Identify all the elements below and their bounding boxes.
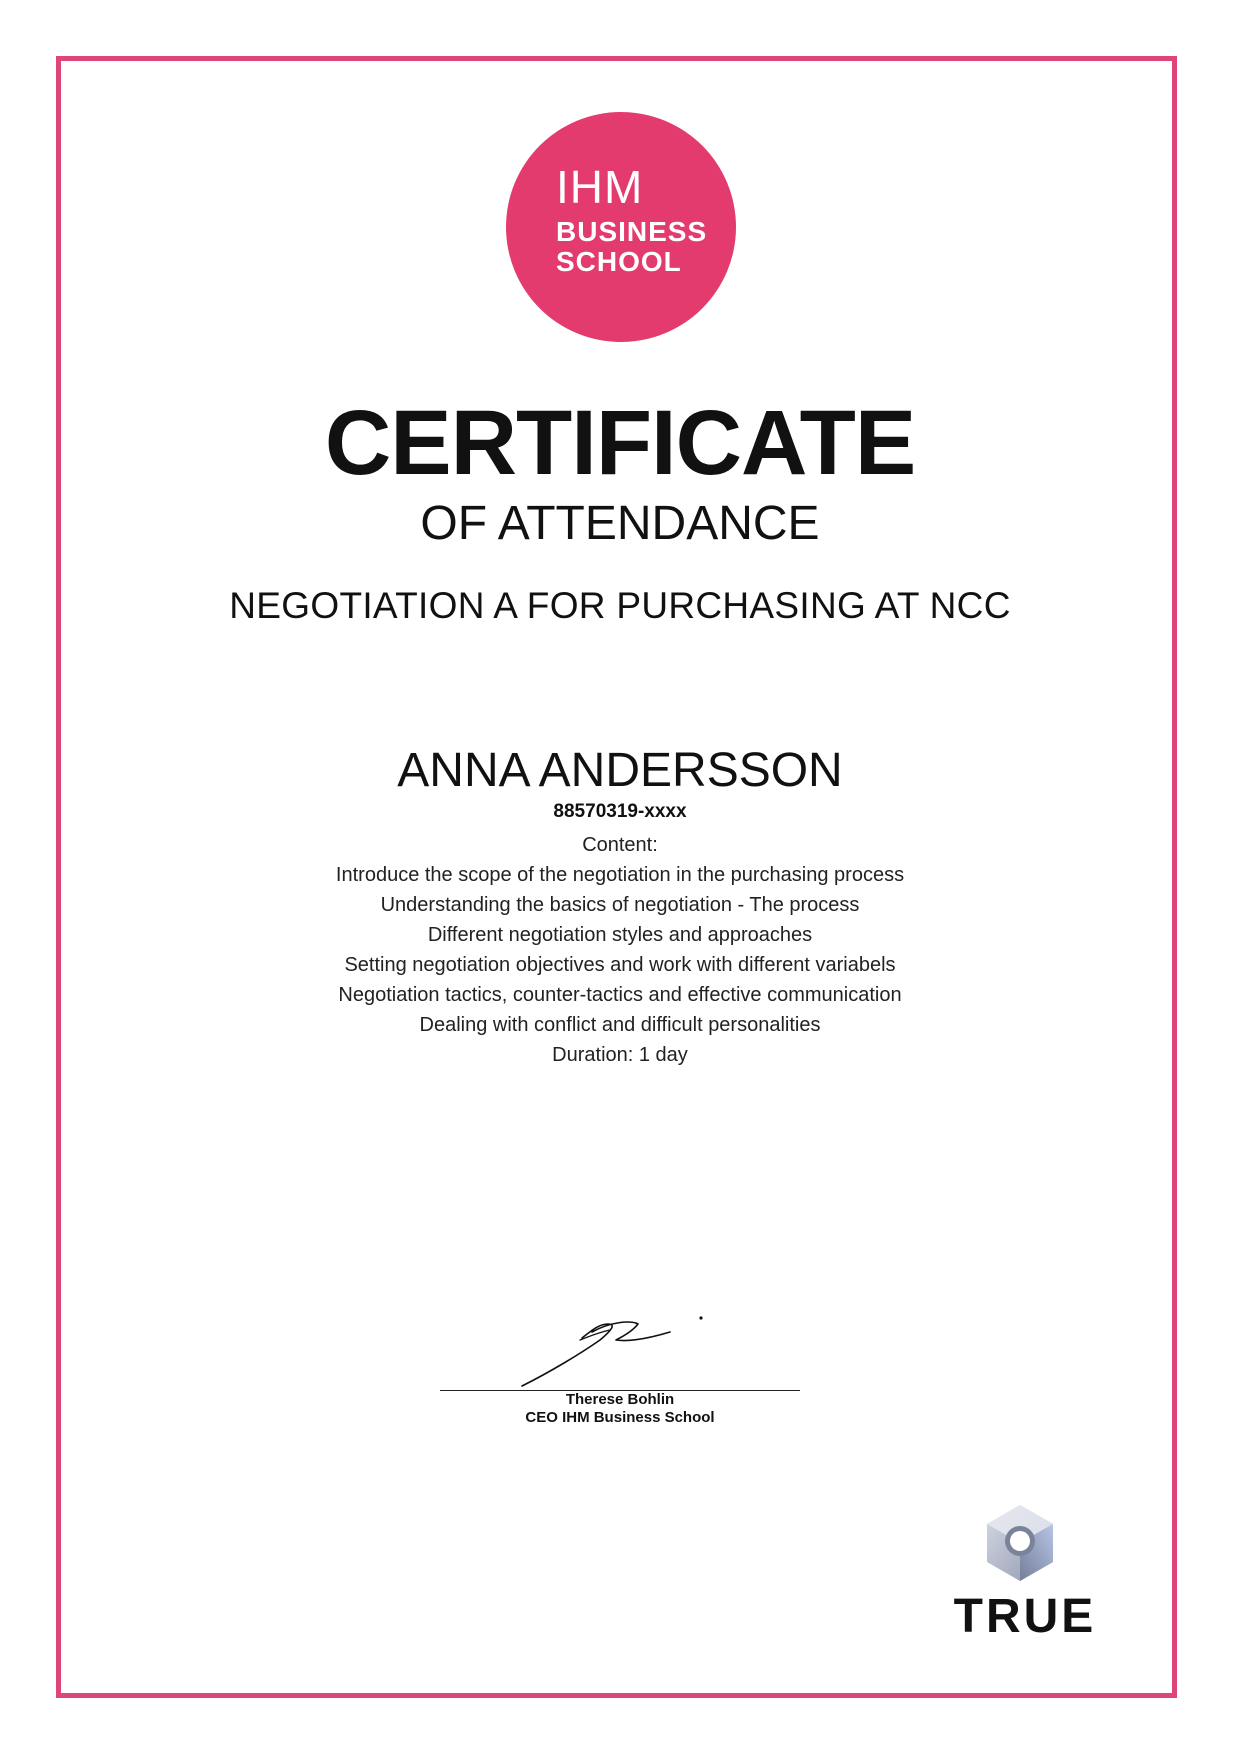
logo-school-text: SCHOOL <box>556 246 682 277</box>
signatory-title: CEO IHM Business School <box>525 1409 715 1426</box>
duration-line: Duration: 1 day <box>552 1044 688 1066</box>
true-logo-text: TRUE <box>953 1590 1097 1643</box>
content-line: Different negotiation styles and approaches <box>427 924 813 946</box>
hexagon-ring-icon <box>980 1503 1060 1583</box>
content-heading: Content: <box>582 834 658 856</box>
certificate-title: CERTIFICATE <box>324 392 916 494</box>
course-content-list <box>0 830 1240 1070</box>
logo-ihm-text: IHM <box>556 161 644 213</box>
content-line: Negotiation tactics, counter-tactics and effective communication <box>338 984 902 1006</box>
attendee-id: 88570319-xxxx <box>553 801 687 822</box>
certificate-subtitle: OF ATTENDANCE <box>420 497 820 550</box>
logo-business-text: BUSINESS <box>556 216 708 247</box>
content-line: Understanding the basics of negotiation - The process <box>380 894 860 916</box>
handwritten-signature <box>520 1310 720 1390</box>
content-line: Setting negotiation objectives and work with different variabels <box>344 954 896 976</box>
ihm-business-school-logo <box>506 112 736 342</box>
signatory-name: Therese Bohlin <box>565 1391 675 1408</box>
content-line: Dealing with conflict and difficult personalities <box>419 1014 821 1036</box>
course-title: NEGOTIATION A FOR PURCHASING AT NCC <box>229 585 1011 626</box>
content-line: Introduce the scope of the negotiation in the purchasing process <box>335 864 905 886</box>
attendee-name: ANNA ANDERSSON <box>397 744 843 797</box>
